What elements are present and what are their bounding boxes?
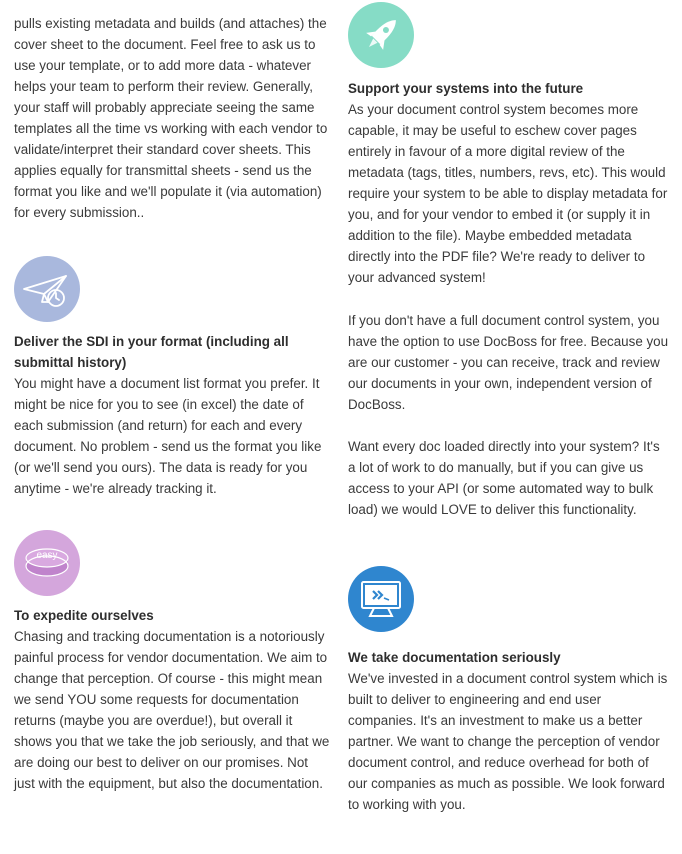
sdi-section [14, 256, 332, 322]
computer-monitor-icon [348, 566, 414, 632]
docboss-free-paragraph: If you don't have a full document control system, you have the option to use DocBoss for free. Because you are our customer - you can receive, track and review our documents in your own, independent version of DocBoss. [348, 313, 669, 412]
sdi-body: You might have a document list format you prefer. It might be nice for you to see (in excel) the date of each submission (and return) for each and every document. No problem - send us the format you like (or we'll send you ours). The data is ready for you anytime - we're already tracking it. [14, 376, 322, 496]
rocket-icon [348, 2, 414, 68]
future-section [348, 2, 670, 68]
api-paragraph: Want every doc loaded directly into your system? It's a lot of work to do manually, but if you can give us access to your API (or some automated way to bulk load) we would LOVE to deliver this functionality. [348, 439, 660, 517]
serious-body: We've invested in a document control system which is built to deliver to engineering and end user companies. It's an investment to make us a better partner. We want to change the perception of vendor document control, and reduce overhead for both of our companies as much as possible. We look forward to working with you. [348, 671, 668, 812]
future-heading: Support your systems into the future [348, 81, 584, 96]
expedite-section [14, 530, 332, 596]
serious-heading: We take documentation seriously [348, 650, 561, 665]
future-body: As your document control system becomes more capable, it may be useful to eschew cover pages entirely in favour of a more digital review of the metadata (tags, titles, numbers, revs, etc). This would require your system to be able to display metadata for you, and for your vendor to embed it (or supply it in addition to the file). Maybe embedded metadata directly into the PDF file? We're ready to deliver to your advanced system! [348, 102, 668, 285]
intro-paragraph: pulls existing metadata and builds (and attaches) the cover sheet to the document. Feel free to ask us to use your template, or to add more data - whatever helps your team to perform their review. Generally, your staff will probably appreciate seeing the same templates all the time vs working with each vendor to validate/interpret their standard cover sheets. This applies equally for transmittal sheets - send us the format you like and we'll populate it (via automation) for every submission.. [14, 16, 328, 220]
paper-plane-clock-icon [14, 256, 80, 322]
easy-button-icon [14, 530, 80, 596]
expedite-heading: To expedite ourselves [14, 608, 154, 623]
sdi-heading: Deliver the SDI in your format (including all submittal history) [14, 334, 289, 370]
expedite-body: Chasing and tracking documentation is a notoriously painful process for vendor documentation. We aim to change that perception. Of course - this might mean we send YOU some requests for documentation returns (maybe you are overdue!), but overall it shows you that we take the job seriously, and that we are doing our best to deliver on our promises. Not just with the equipment, but also the documentation. [14, 629, 330, 791]
serious-section [348, 566, 670, 632]
easy-button-label: easy [36, 550, 58, 561]
